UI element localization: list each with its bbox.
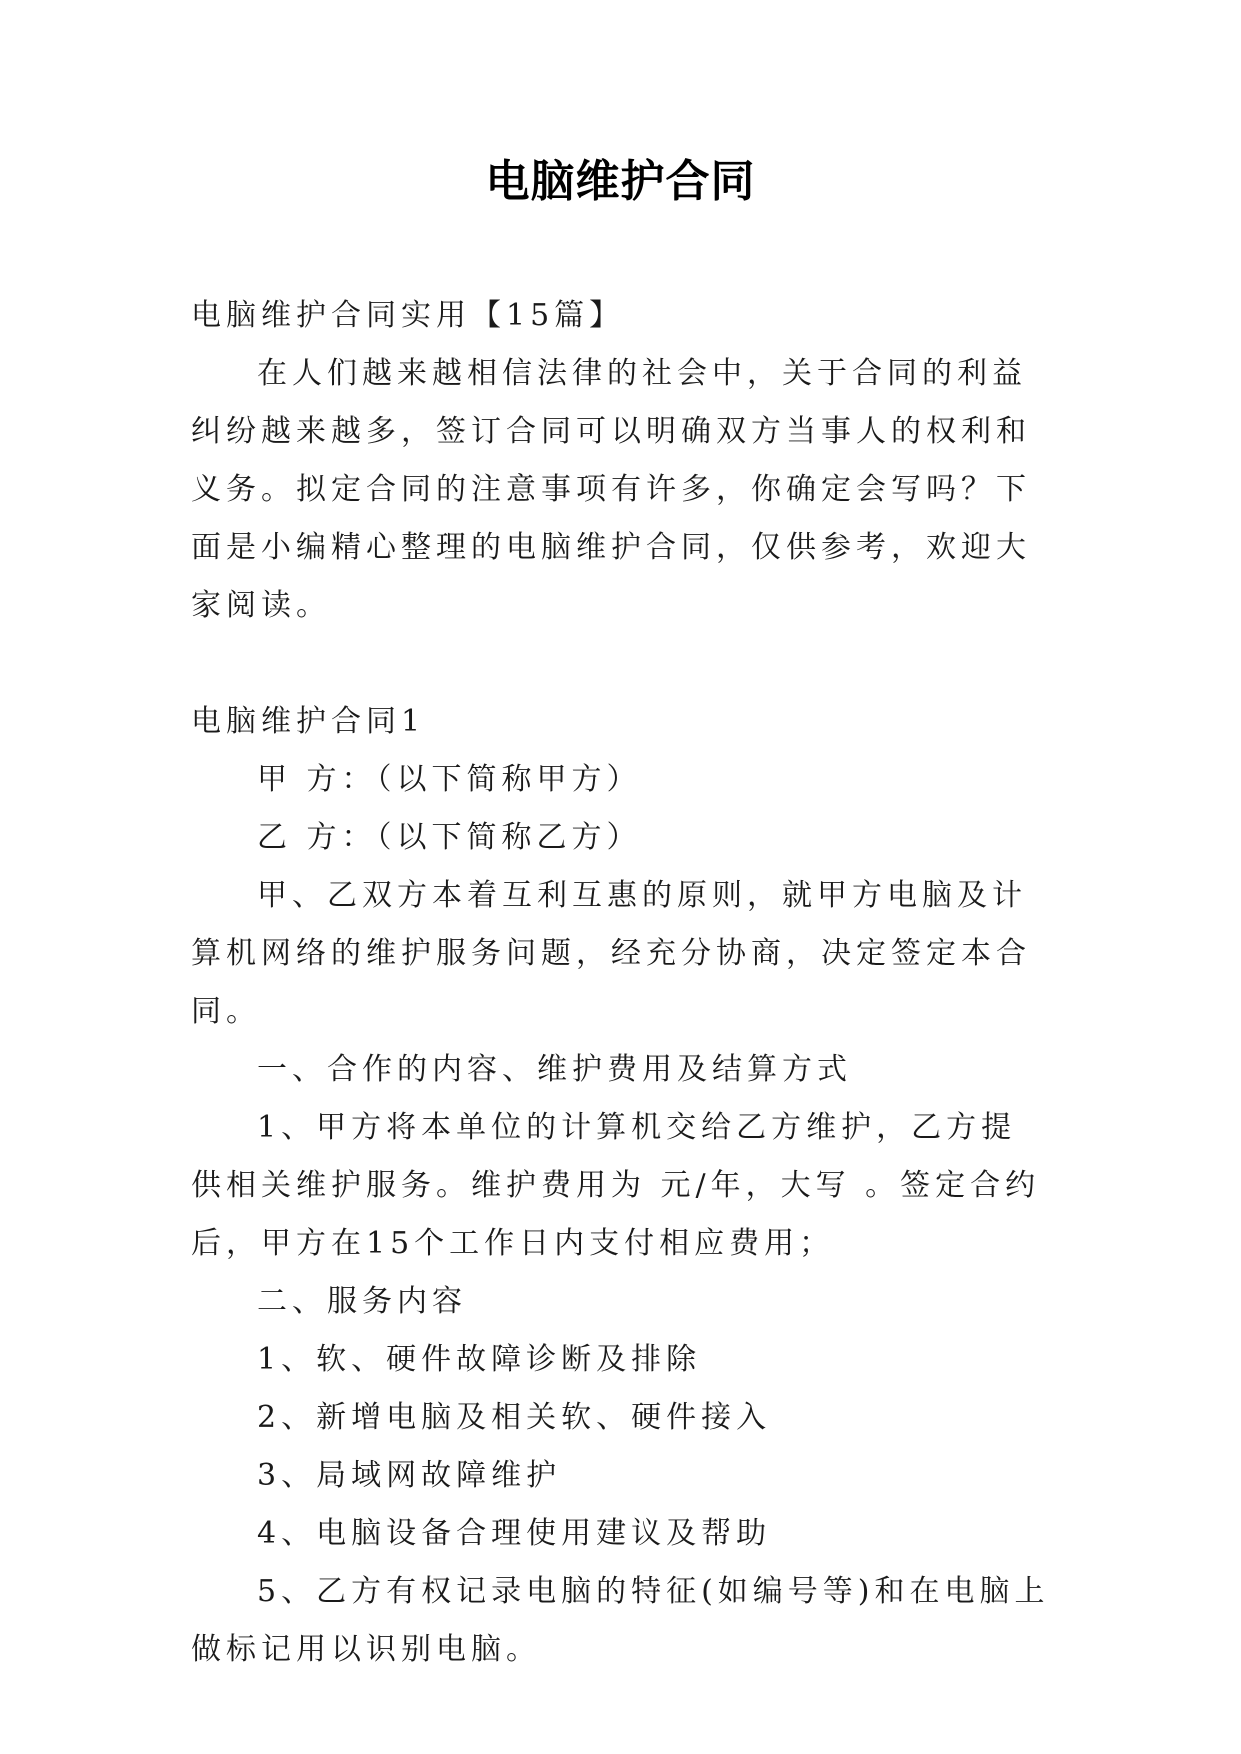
section-heading-contract-1: 电脑维护合同1 bbox=[191, 704, 426, 739]
party-a-line: 甲 方：（以下简称甲方） bbox=[257, 762, 642, 797]
clause-heading-cooperation: 一、合作的内容、维护费用及结算方式 bbox=[257, 1052, 852, 1087]
service-item-2: 2、新增电脑及相关软、硬件接入 bbox=[257, 1400, 772, 1435]
clause-fee-paragraph: 1、甲方将本单位的计算机交给乙方维护，乙方提供相关维护服务。维护费用为 元/年，大写 。签定合约后，甲方在15个工作日内支付相应费用； bbox=[191, 1110, 1041, 1261]
intro-paragraph: 在人们越来越相信法律的社会中，关于合同的利益纠纷越来越多，签订合同可以明确双方当事人的权利和义务。拟定合同的注意事项有许多，你确定会写吗？下面是小编精心整理的电脑维护合同，仅供参考，欢迎大家阅读。 bbox=[191, 356, 1031, 623]
service-item-3: 3、局域网故障维护 bbox=[257, 1458, 562, 1493]
document-title: 电脑维护合同 bbox=[485, 156, 756, 207]
preamble-paragraph: 甲、乙双方本着互利互惠的原则，就甲方电脑及计算机网络的维护服务问题，经充分协商，决定签定本合同。 bbox=[191, 878, 1031, 1029]
service-item-5: 5、乙方有权记录电脑的特征(如编号等)和在电脑上做标记用以识别电脑。 bbox=[191, 1574, 1050, 1667]
clause-heading-service: 二、服务内容 bbox=[257, 1284, 467, 1319]
party-b-line: 乙 方：（以下简称乙方） bbox=[257, 820, 642, 855]
document-body bbox=[191, 287, 1051, 1679]
subtitle-line: 电脑维护合同实用【15篇】 bbox=[191, 298, 625, 333]
service-item-4: 4、电脑设备合理使用建议及帮助 bbox=[257, 1516, 772, 1551]
service-item-1: 1、软、硬件故障诊断及排除 bbox=[257, 1342, 702, 1377]
